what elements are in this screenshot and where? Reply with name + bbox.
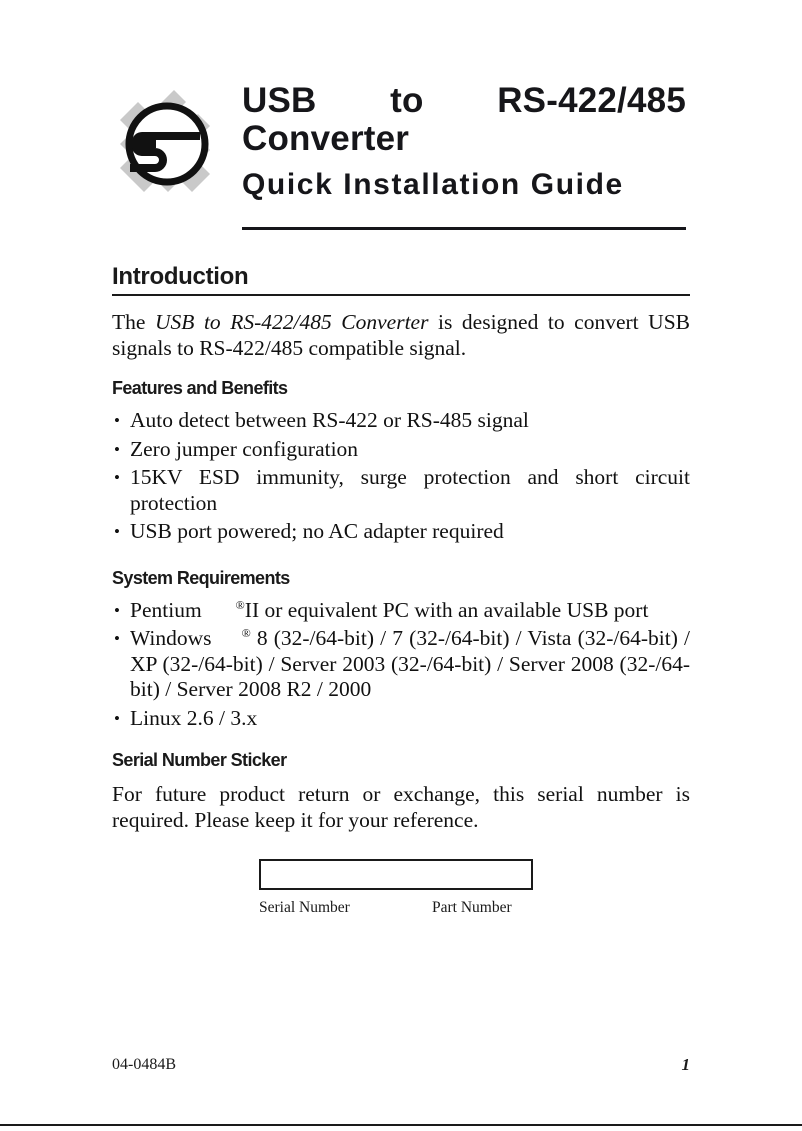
part-number-label: Part Number (432, 899, 512, 916)
list-item (112, 408, 690, 434)
list-item (112, 598, 690, 624)
serial-number-field[interactable] (259, 859, 533, 890)
intro-product-name: USB to RS-422/485 Converter (154, 310, 429, 334)
requirement-text: II or equivalent PC with an available USB port (244, 597, 649, 622)
feature-text: Zero jumper configuration (130, 436, 359, 461)
list-item (112, 465, 690, 516)
document-footer (112, 1055, 690, 1077)
features-benefits-list (112, 408, 690, 545)
section-heading-features-and-benefits: Features and Benefits (112, 378, 288, 398)
intro-prefix: The (112, 310, 155, 334)
document-body (112, 264, 690, 933)
feature-text: USB port powered; no AC adapter required (130, 519, 504, 543)
list-item (112, 437, 690, 463)
footer-page-number: 1 (681, 1055, 690, 1074)
section-heading-serial-number-sticker: Serial Number Sticker (112, 750, 287, 770)
serial-number-sticker-area (112, 859, 690, 933)
feature-text: Auto detect between RS-422 or RS-485 signal (130, 408, 529, 432)
introduction-paragraph (112, 310, 690, 361)
requirement-text: 8 (32-/64-bit) / 7 (32-/64-bit) / Vista (32-/64-bit) / XP (32-/64-bit) / Server 2003 (32-/64-bit) / Server 2008 (32-/64-bit) / Server 2008 R2 / 2000 (130, 626, 690, 701)
document-title-block (242, 82, 690, 202)
document-title-line-1 (242, 82, 686, 120)
serial-number-paragraph: For future product return or exchange, this serial number is required. Please keep it for your reference. (112, 782, 690, 832)
list-item (112, 626, 690, 703)
document-header (112, 82, 690, 232)
sitecom-circle-s-logo-icon (112, 88, 222, 200)
title-word-usb: USB (242, 81, 317, 120)
list-item (112, 519, 690, 545)
requirement-brand: Pentium (130, 597, 202, 622)
section-heading-system-requirements: System Requirements (112, 567, 290, 588)
list-item (112, 706, 690, 732)
footer-document-code: 04-0484B (112, 1056, 176, 1073)
intro-suffix: is designed to convert USB signals to RS-422/485 compatible signal. (112, 310, 690, 360)
requirement-brand: Windows (130, 626, 212, 650)
page-bottom-rule (0, 1124, 802, 1126)
document-subtitle: Quick Installation Guide (242, 168, 624, 201)
serial-number-label: Serial Number (259, 899, 350, 916)
title-word-to: to (390, 81, 424, 120)
requirement-text: Linux 2.6 / 3.x (130, 705, 258, 730)
feature-text: 15KV ESD immunity, surge protection and short circuit protection (130, 465, 690, 515)
title-underline-rule (242, 227, 686, 230)
document-title-line-2: Converter (242, 119, 410, 158)
system-requirements-list (112, 598, 690, 732)
registered-trademark-icon: ® (241, 625, 251, 640)
registered-trademark-icon: ® (235, 597, 245, 612)
section-heading-introduction: Introduction (112, 264, 690, 296)
title-word-model: RS-422/485 (497, 81, 686, 120)
